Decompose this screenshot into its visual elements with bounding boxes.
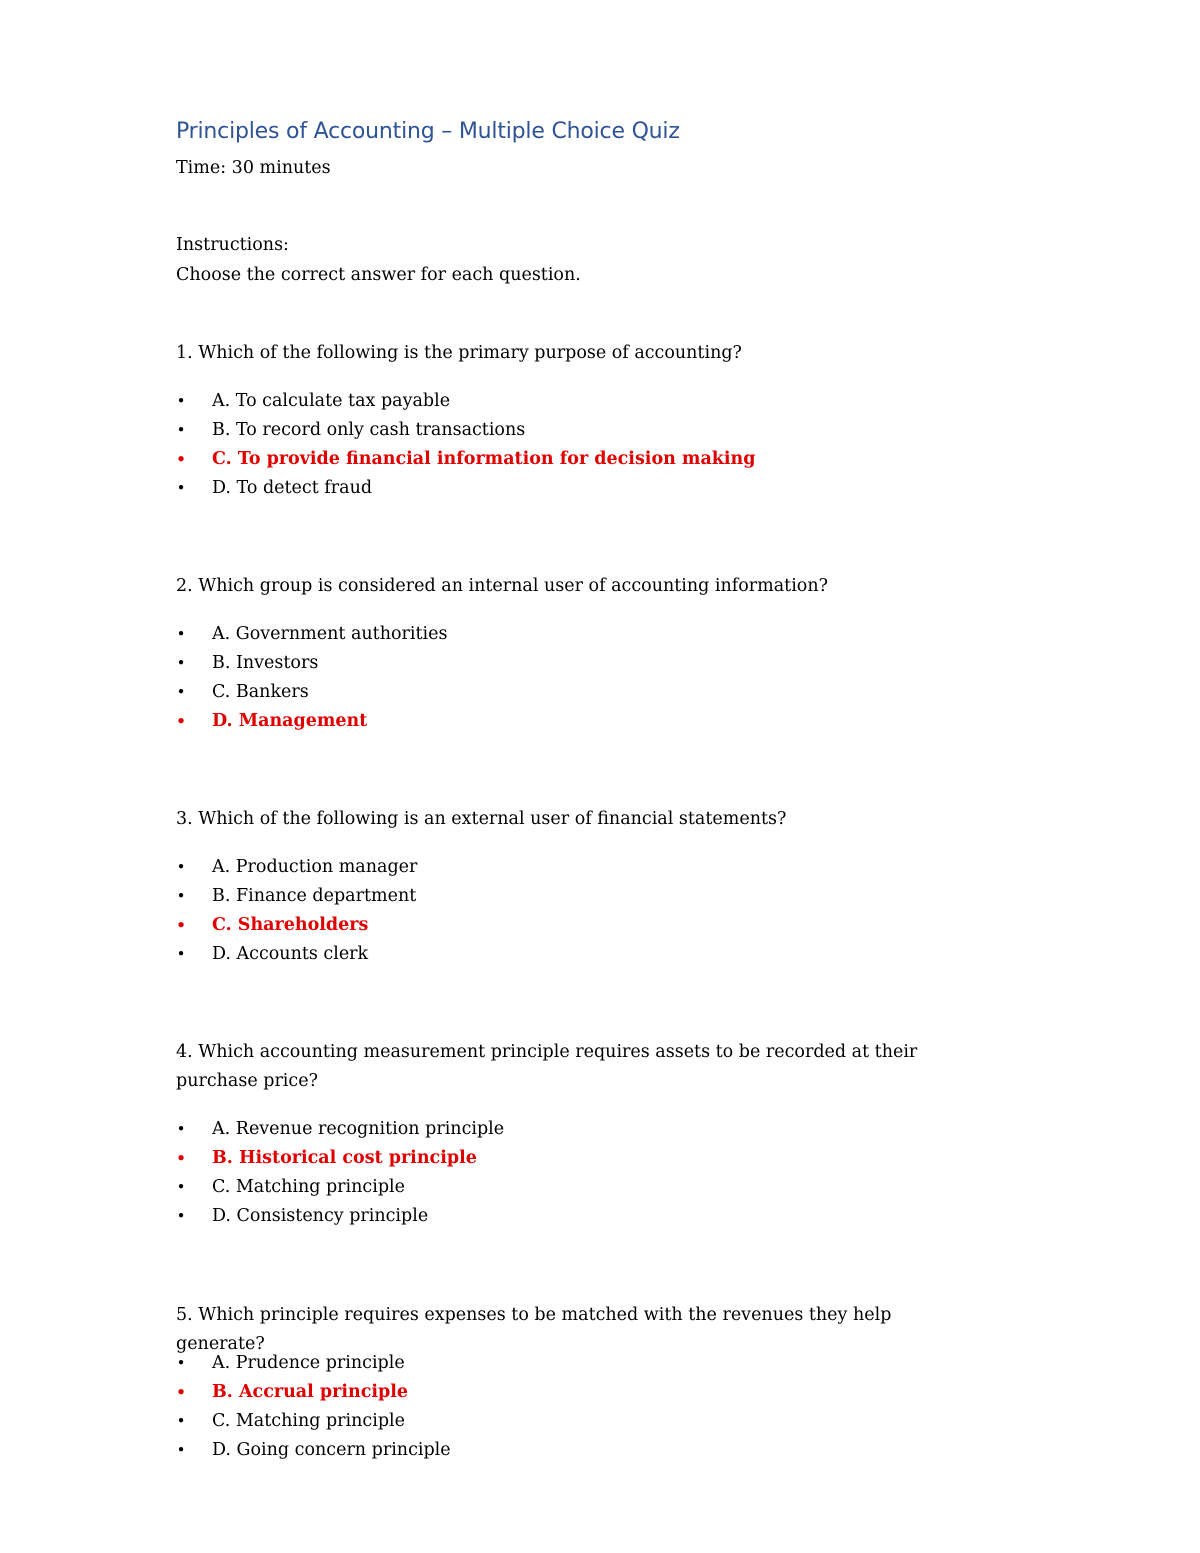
option-label: A. Production manager	[212, 857, 418, 877]
option-label: A. Prudence principle	[212, 1353, 405, 1373]
bullet-icon: •	[176, 683, 186, 701]
page-title: Principles of Accounting – Multiple Choice Quiz	[176, 119, 680, 144]
option-label: B. Finance department	[212, 886, 417, 906]
option-label: C. Shareholders	[212, 915, 369, 935]
option-label: D. Management	[212, 711, 368, 731]
bullet-icon: •	[176, 1178, 186, 1196]
option-label: B. Accrual principle	[212, 1382, 409, 1402]
option-label: C. Matching principle	[212, 1177, 405, 1197]
bullet-icon: •	[176, 1412, 186, 1430]
question-5: 5. Which principle requires expenses to be matched with the revenues they help generate?	[176, 1305, 892, 1354]
bullet-icon: •	[176, 887, 186, 905]
bullet-icon: •	[176, 392, 186, 410]
option-label: D. Going concern principle	[212, 1440, 451, 1460]
bullet-icon: •	[176, 479, 186, 497]
bullet-icon: •	[176, 1207, 186, 1225]
time-limit: Time: 30 minutes	[176, 158, 331, 178]
bullet-icon: •	[176, 450, 186, 468]
option-label: B. Historical cost principle	[212, 1148, 477, 1168]
option-label: D. To detect fraud	[212, 478, 373, 498]
bullet-icon: •	[176, 1149, 186, 1167]
option-label: C. Matching principle	[212, 1411, 405, 1431]
option-label: A. Government authorities	[212, 624, 448, 644]
bullet-icon: •	[176, 1383, 186, 1401]
option-label: C. To provide financial information for decision making	[212, 449, 756, 469]
bullet-icon: •	[176, 625, 186, 643]
instructions-text: Choose the correct answer for each question.	[176, 265, 581, 285]
bullet-icon: •	[176, 654, 186, 672]
option-label: B. Investors	[212, 653, 319, 673]
option-label: B. To record only cash transactions	[212, 420, 526, 440]
option-label: A. Revenue recognition principle	[212, 1119, 505, 1139]
option-label: D. Consistency principle	[212, 1206, 429, 1226]
bullet-icon: •	[176, 1441, 186, 1459]
option-label: A. To calculate tax payable	[212, 391, 451, 411]
option-label: C. Bankers	[212, 682, 309, 702]
question-2: 2. Which group is considered an internal user of accounting information?	[176, 576, 828, 596]
bullet-icon: •	[176, 712, 186, 730]
question-1: 1. Which of the following is the primary purpose of accounting?	[176, 343, 742, 363]
bullet-icon: •	[176, 1354, 186, 1372]
bullet-icon: •	[176, 421, 186, 439]
instructions-heading: Instructions:	[176, 235, 289, 255]
bullet-icon: •	[176, 916, 186, 934]
bullet-icon: •	[176, 1120, 186, 1138]
question-4: 4. Which accounting measurement principle requires assets to be recorded at their purchase price?	[176, 1042, 918, 1091]
question-3: 3. Which of the following is an external user of financial statements?	[176, 809, 787, 829]
option-label: D. Accounts clerk	[212, 944, 369, 964]
bullet-icon: •	[176, 858, 186, 876]
bullet-icon: •	[176, 945, 186, 963]
